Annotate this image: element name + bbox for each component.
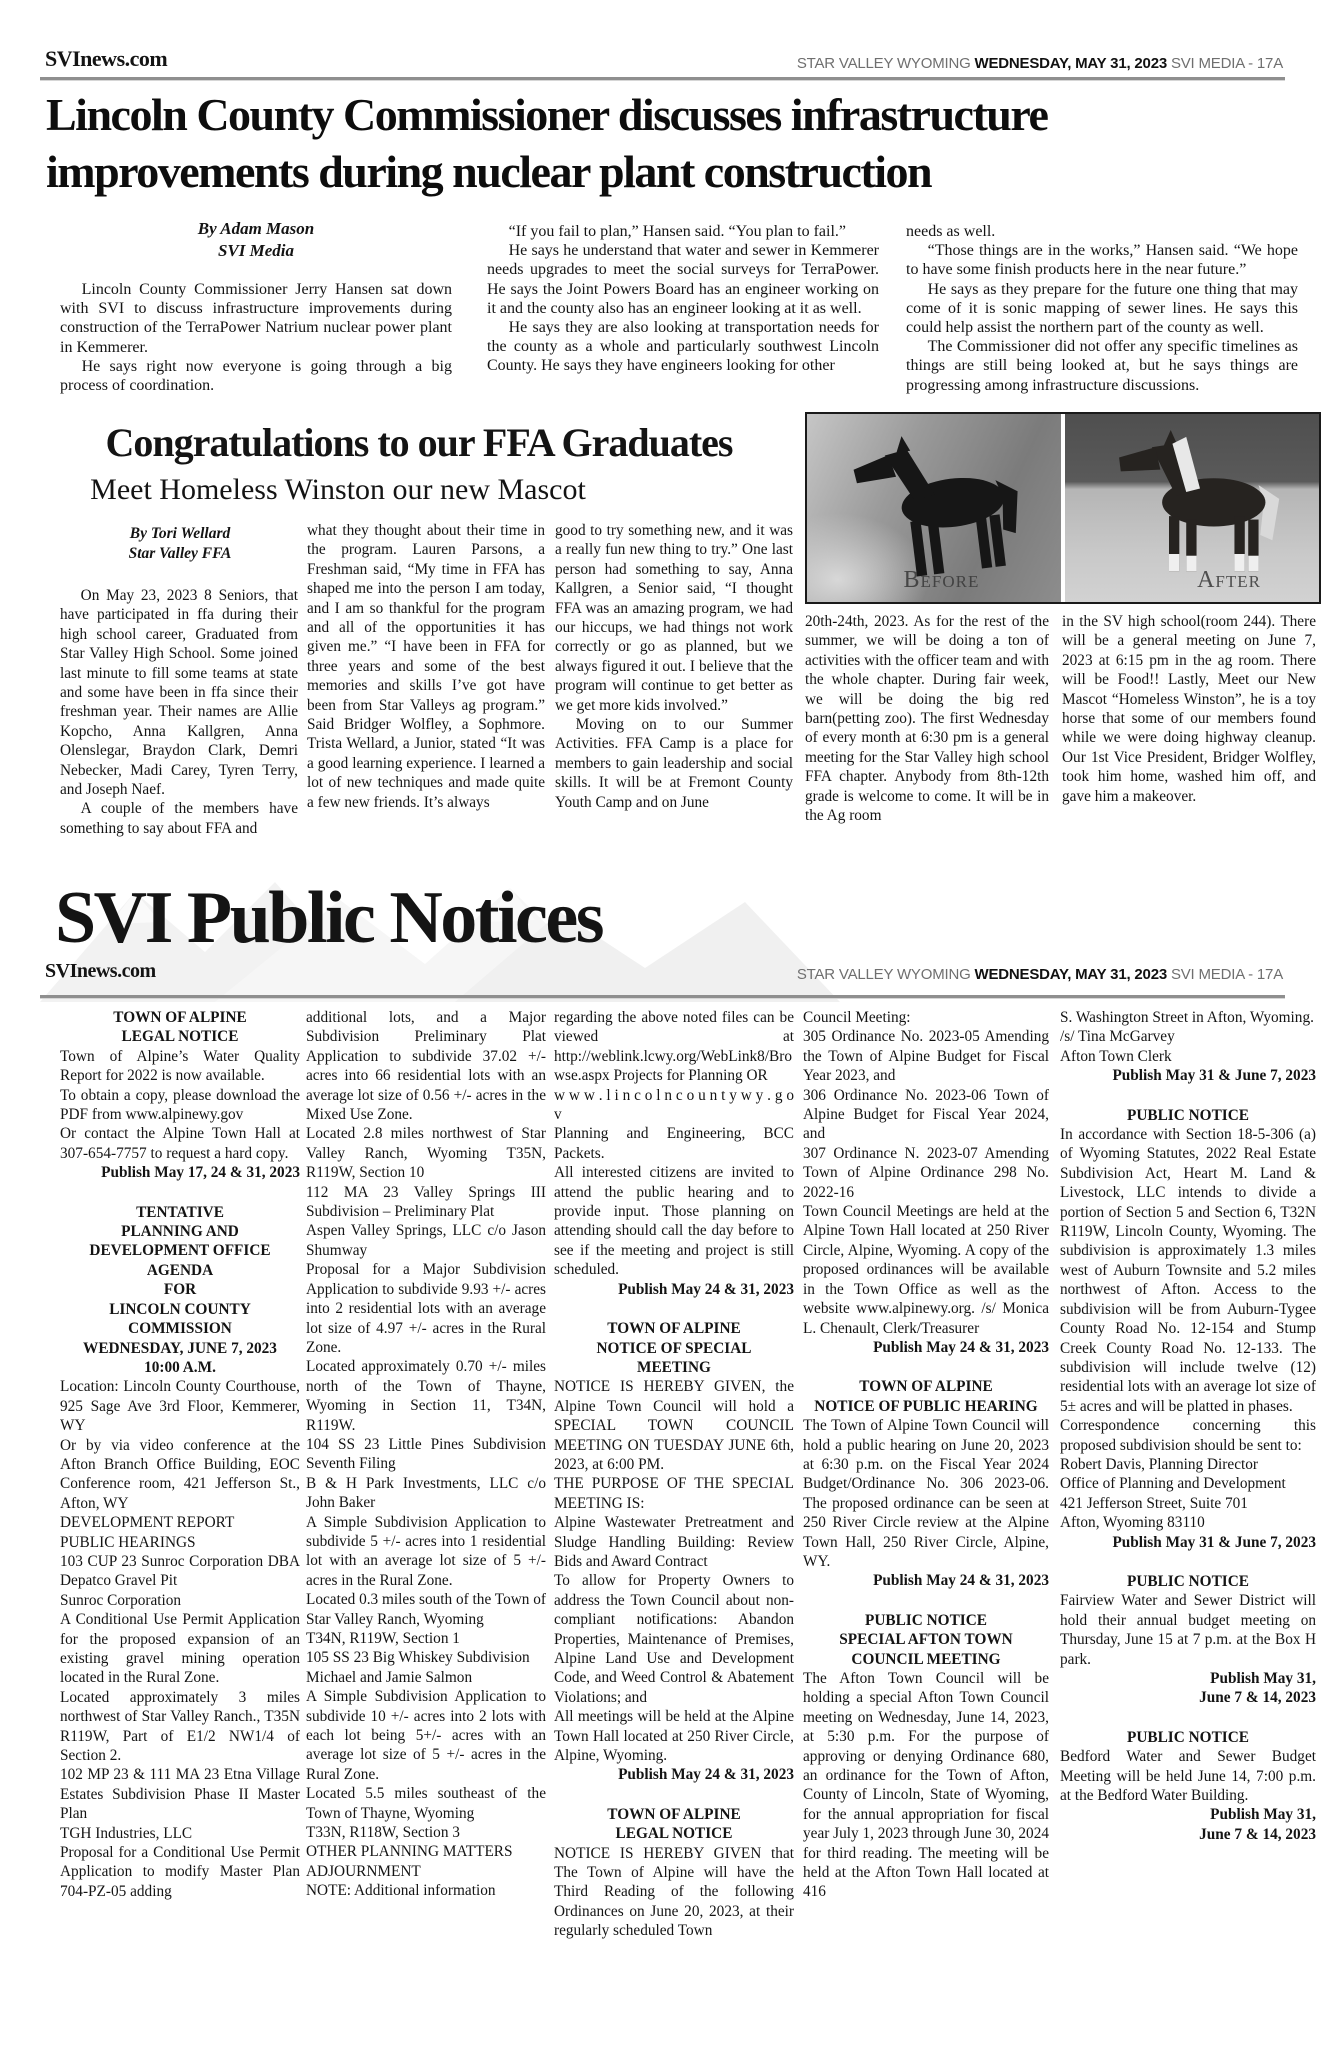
ffa-byline [60, 524, 300, 564]
paragraph: good to try something new, and it was a really fun new thing to try.” One last person had something to say, Anna Kallgren, a Senior said, “I thought FFA was an amazing program, we had our hiccups, we had things not work correctly or go as planned, but we always figured it out. I believe that the program will continue to get better as we get more kids involved.” [555, 522, 793, 714]
paragraph: Sunroc Corporation [60, 1591, 182, 1609]
notices-column-5 [1060, 1008, 1316, 1844]
paragraph: Proposal for a Conditional Use Permit Application to modify Master Plan 704-PZ-05 adding [60, 1844, 300, 1900]
paragraph: PUBLIC HEARINGS [60, 1533, 196, 1551]
paragraph: Afton Town Clerk [1060, 1047, 1172, 1065]
article1-byline [60, 218, 452, 262]
notice-heading: AGENDA [146, 1261, 214, 1279]
banner-location: STAR VALLEY WYOMING [796, 966, 975, 983]
notice-heading: SPECIAL AFTON TOWN [839, 1631, 1013, 1649]
banner-rule [40, 77, 1285, 81]
paragraph [1060, 1552, 1316, 1572]
notices-rule [40, 995, 1285, 999]
paragraph: /s/ Tina McGarvey [1060, 1028, 1175, 1046]
notice-heading: TOWN OF ALPINE [113, 1009, 247, 1026]
paragraph: A Simple Subdivision Application to subdivide 5 +/- acres into 1 residential lot with an average lot size of 5 +/- acres in the Rural Zone. [306, 1513, 546, 1589]
article1-byline-org: SVI Media [217, 241, 295, 260]
paragraph: “Those things are in the works,” Hansen said. “We hope to have some finish products here in the near future.” [906, 242, 1298, 279]
paragraph: 112 MA 23 Valley Springs III Subdivision – Preliminary Plat [306, 1183, 546, 1221]
ffa-column-2 [307, 521, 545, 812]
paragraph: NOTICE IS HEREBY GIVEN, the Alpine Town Council will hold a SPECIAL TOWN COUNCIL MEETING ON TUESDAY JUNE 6th, 2023, at 6:00 PM. [554, 1378, 794, 1473]
paragraph [1060, 1086, 1316, 1106]
notices-column-1 [60, 1008, 300, 1901]
paragraph: additional lots, and a Major Subdivision Preliminary Plat Application to subdivide 37.02 +/- acres into 66 residential lots with an average lot size of 0.56 +/- acres in the Mixed Use Zone. [306, 1009, 546, 1124]
publish-line: Publish May 24 & 31, 2023 [618, 1766, 794, 1784]
notice-heading: PUBLIC NOTICE [865, 1611, 987, 1629]
paragraph: Moving on to our Summer Activities. FFA Camp is a place for members to gain leadership and social skills. It will be at Fremont County Youth Camp and on June [555, 716, 793, 811]
paragraph: regarding the above noted files can be viewed at http://weblink.lcwy.org/WebLink8/Browse.aspx Projects for Planning OR [554, 1009, 794, 1085]
paragraph: Fairview Water and Sewer District will hold their annual budget meeting on Thursday, June 15 at 7 p.m. at the Box H park. [1060, 1592, 1316, 1668]
paragraph [554, 1785, 794, 1805]
article1-column-1 [60, 218, 452, 395]
banner-edition: SVI MEDIA - 17A [1166, 55, 1283, 72]
paragraph: DEVELOPMENT REPORT [60, 1514, 235, 1532]
notice-heading: TOWN OF ALPINE [607, 1805, 741, 1823]
paragraph: w w w . l i n c o l n c o u n t y w y . g o v [554, 1086, 794, 1124]
paragraph: in the SV high school(room 244). There will be a general meeting on June 7, 2023 at 6:15 pm in the ag room. There will be Food!! Lastly, Meet our New Mascot “Homeless Winston”, he is a toy horse that some of our members found while we were doing highway cleanup. Our 1st Vice President, Bridger Wolfley, took him home, washed him off, and gave him a makeover. [1062, 613, 1316, 805]
paragraph: Council Meeting: [803, 1009, 911, 1026]
paragraph [803, 1357, 1049, 1377]
publish-line: Publish May 24 & 31, 2023 [618, 1280, 794, 1298]
ffa-column-3 [555, 521, 793, 812]
paragraph: Planning and Engineering, BCC Packets. [554, 1125, 794, 1162]
paragraph: “If you fail to plan,” Hansen said. “You plan to fail.” [508, 223, 846, 240]
paragraph: 104 SS 23 Little Pines Subdivision Seventh Filing [306, 1435, 546, 1473]
paragraph: Bedford Water and Sewer Budget Meeting will be held June 14, 7:00 p.m. at the Bedford Water Building. [1060, 1748, 1316, 1805]
banner-location: STAR VALLEY WYOMING [796, 55, 975, 72]
paragraph: 102 MP 23 & 111 MA 23 Etna Village Estates Subdivision Phase II Master Plan [60, 1766, 300, 1823]
paragraph: All interested citizens are invited to attend the public hearing and to provide input. Those planning on attending should call the day before to see if the meeting and project is still scheduled. [554, 1164, 794, 1279]
notice-heading: MEETING [637, 1358, 711, 1376]
notice-heading: 10:00 A.M. [144, 1358, 216, 1376]
paragraph: 306 Ordinance No. 2023-06 Town of Alpine Budget for Fiscal Year 2024, and [803, 1086, 1049, 1143]
ffa-column-4 [805, 612, 1049, 825]
paragraph: Robert Davis, Planning Director [1060, 1455, 1258, 1473]
after-photo [1065, 414, 1319, 602]
paragraph: The Afton Town Council will be holding a special Afton Town Council meeting on Wednesday, June 14, 2023, at 5:30 p.m. For the purpose of approving or denying Ordinance 680, an ordinance for the Town of Afton, County of Lincoln, State of Wyoming, for the annual appropriation for fiscal year July 1, 2023 through June 30, 2024 for third reading. The meeting will be held at the Afton Town Hall located at 416 [803, 1670, 1049, 1901]
paragraph: NOTICE IS HEREBY GIVEN that The Town of Alpine will have the Third Reading of the following Ordinances on June 20, 2023, at their regularly scheduled Town [554, 1844, 794, 1940]
paragraph: On May 23, 2023 8 Seniors, that have participated in ffa during their high school career, Graduated from Star Valley High School. Some joined last minute to fill some teams at state and some have been in ffa since their freshman year. Their names are Allie Kopcho, Anna Kallgren, Anna Olenslegar, Braydon Clark, Demri Nebecker, Madi Carey, Tyren Terry, and Joseph Naef. [60, 587, 298, 799]
paragraph: THE PURPOSE OF THE SPECIAL MEETING IS: [554, 1475, 794, 1512]
paragraph: Correspondence concerning this proposed subdivision should be sent to: [1060, 1417, 1316, 1454]
paragraph: Town of Alpine’s Water Quality Report for 2022 is now available. [60, 1047, 300, 1085]
notice-heading: NOTICE OF SPECIAL [596, 1339, 752, 1357]
paragraph: To obtain a copy, please download the PDF from www.alpinewy.gov [60, 1086, 300, 1124]
top-banner [45, 46, 1283, 72]
ffa-byline-author: By Tori Wellard [129, 525, 231, 542]
paragraph: He says he understand that water and sewer in Kemmerer needs upgrades to meet the social surveys for TerraPower. He says the Joint Powers Board has an engineer working on it and the county also has an engineer looking at it as well. [487, 242, 879, 317]
banner-dateline [797, 55, 1283, 72]
paragraph: TGH Industries, LLC [60, 1824, 193, 1842]
site-name: SVInews.com [45, 46, 168, 71]
paragraph: Located 5.5 miles southeast of the Town of Thayne, Wyoming [306, 1785, 546, 1822]
before-label: Before [903, 567, 980, 593]
paragraph: S. Washington Street in Afton, Wyoming. [1060, 1009, 1314, 1026]
before-photo [807, 414, 1061, 602]
site-name: SVInews.com [45, 960, 156, 982]
mascot-photo-strip [805, 412, 1321, 604]
paragraph: Town Council Meetings are held at the Alpine Town Hall located at 250 River Circle, Alpine, Wyoming. A copy of the proposed ordinances will be available in the Town Office as well as the website www.alpinewy.org. /s/ Monica L. Chenault, Clerk/Treasurer [803, 1203, 1049, 1337]
paragraph: All meetings will be held at the Alpine Town Hall located at 250 River Circle, Alpine, Wyoming. [554, 1708, 794, 1765]
notice-heading: PUBLIC NOTICE [1127, 1106, 1249, 1124]
paragraph: 105 SS 23 Big Whiskey Subdivision [306, 1649, 530, 1667]
paragraph: Or contact the Alpine Town Hall at 307-654-7757 to request a hard copy. [60, 1125, 300, 1162]
notice-heading: TENTATIVE [136, 1203, 224, 1221]
paragraph: 20th-24th, 2023. As for the rest of the summer, we will be doing a ton of activities with the officer team and with the whole chapter. During fair week, we will be doing the big red barn(petting zoo). The first Wednesday of every month at 6:30 pm is a general meeting for the Star Valley high school FFA chapter. Anybody from 8th-12th grade is welcome to come. It will be in the Ag room [805, 613, 1049, 825]
paragraph: what they thought about their time in the program. Lauren Parsons, a Freshman said, “My time in FFA has shaped me into the person I am today, and I am so thankful for the program and all of the opportunities it has given me.” “I have been in FFA for three years and some of the best memories and skills I’ve got have been from Star Valleys ag program.” Said Bridger Wolfley, a Sophmore. Trista Wellard, a Junior, stated “It was a good learning experience. I learned a lot of new techniques and made quite a few new friends. It’s always [307, 522, 545, 811]
notice-heading: LEGAL NOTICE [615, 1825, 733, 1843]
paragraph: Located approximately 3 miles northwest of Star Valley Ranch., T35N R119W, Part of E1/2 NW1/4 of Section 2. [60, 1688, 300, 1765]
notice-heading: WEDNESDAY, JUNE 7, 2023 [83, 1339, 277, 1357]
paragraph [803, 1591, 1049, 1611]
paragraph: Proposal for a Major Subdivision Application to subdivide 9.93 +/- acres into 2 residential lots with an average lot size of 4.97 +/- acres in the Rural Zone. [306, 1261, 546, 1356]
paragraph [1060, 1708, 1316, 1728]
publish-line: June 7 & 14, 2023 [1199, 1689, 1316, 1707]
paragraph: He says they are also looking at transportation needs for the county as a whole and particularly southwest Lincoln County. He says they have engineers looking for other [487, 319, 879, 375]
publish-line: Publish May 31, [1210, 1670, 1316, 1687]
notice-heading: TOWN OF ALPINE [859, 1378, 993, 1396]
paragraph: He says as they prepare for the future one thing that may come of it is sonic mapping of sewer lines. He says this could help assist the northern part of the county as well. [906, 280, 1298, 337]
paragraph: The Town of Alpine Town Council will hold a public hearing on June 20, 2023 at 6:30 p.m. on the Fiscal Year 2024 Budget/Ordinance No. 306 2023-06. The proposed ordinance can be seen at 250 River Circle review at the Alpine Town Hall, 250 River Circle, Alpine, WY. [803, 1417, 1049, 1570]
paragraph: A Conditional Use Permit Application for the proposed expansion of an existing gravel mining operation located in the Rural Zone. [60, 1611, 300, 1687]
article1-headline: Lincoln County Commissioner discusses infrastructure improvements during nuclear plant construction [46, 89, 1048, 197]
notice-heading: PUBLIC NOTICE [1127, 1572, 1249, 1590]
publish-line: Publish May 17, 24 & 31, 2023 [101, 1164, 300, 1182]
notice-heading: PUBLIC NOTICE [1127, 1728, 1249, 1746]
banner-edition: SVI MEDIA - 17A [1166, 966, 1283, 983]
publish-line: Publish May 31 & June 7, 2023 [1112, 1067, 1316, 1085]
notice-heading: NOTICE OF PUBLIC HEARING [814, 1397, 1038, 1415]
ffa-subhead: Meet Homeless Winston our new Mascot [90, 473, 586, 506]
notices-column-3 [554, 1008, 794, 1941]
publish-line: Publish May 24 & 31, 2023 [873, 1338, 1049, 1356]
paragraph: OTHER PLANNING MATTERS [306, 1843, 513, 1861]
paragraph: Office of Planning and Development [1060, 1475, 1286, 1493]
paragraph: 421 Jefferson Street, Suite 701 [1060, 1494, 1248, 1512]
paragraph: A couple of the members have something to say about FFA and [60, 800, 298, 837]
paragraph: needs as well. [906, 223, 996, 240]
paragraph: Afton, Wyoming 83110 [1060, 1514, 1205, 1532]
publish-line: June 7 & 14, 2023 [1199, 1825, 1316, 1843]
paragraph: Located approximately 0.70 +/- miles north of the Town of Thayne, Wyoming in Section 11, T34N, R119W. [306, 1358, 546, 1434]
paragraph: Alpine Wastewater Pretreatment and Sludge Handling Building: Review Bids and Award Contract [554, 1514, 794, 1570]
article1-column-3 [906, 222, 1298, 395]
banner-date: WEDNESDAY, MAY 31, 2023 [974, 966, 1167, 983]
paragraph: Or by via video conference at the Afton Branch Office Building, EOC Conference room, 421 Jefferson St., Afton, WY [60, 1436, 300, 1512]
paragraph: B & H Park Investments, LLC c/o John Baker [306, 1474, 546, 1512]
notice-heading: TOWN OF ALPINE [607, 1320, 741, 1338]
paragraph: In accordance with Section 18-5-306 (a) of Wyoming Statutes, 2022 Real Estate Subdivision Act, Heart M. Land & Livestock, LLC intends to divide a portion of Section 5 and Section 6, T32N R119W, Lincoln County, Wyoming. The subdivision is approximately 1.3 miles west of Auburn Townsite and 5.2 miles northwest of Afton. Access to the subdivision will be from Auburn-Tygee County Road No. 12-154 and Stump Creek County Road No. 12-133. The subdivision will include twelve (12) residential lots with an average lot size of 5± acres and will be platted in phases. [1060, 1126, 1316, 1415]
paragraph: Aspen Valley Springs, LLC c/o Jason Shumway [306, 1222, 546, 1259]
article1-column-2 [487, 222, 879, 376]
paragraph: T34N, R119W, Section 1 [306, 1630, 460, 1647]
ffa-column-5 [1062, 612, 1316, 806]
paragraph: T33N, R118W, Section 3 [306, 1824, 460, 1842]
notices-column-2 [306, 1008, 546, 1901]
paragraph: 307 Ordinance N. 2023-07 Amending Town of Alpine Ordinance 298 No. 2022-16 [803, 1144, 1049, 1201]
paragraph [554, 1299, 794, 1319]
notices-banner [45, 960, 1283, 983]
paragraph: A Simple Subdivision Application to subdivide 10 +/- acres into 2 lots with each lot being 5+/- acres with an average lot size of 5 +/- acres in the Rural Zone. [306, 1688, 546, 1783]
after-label: After [1197, 567, 1261, 593]
paragraph: 103 CUP 23 Sunroc Corporation DBA Depatco Gravel Pit [60, 1552, 300, 1590]
notices-column-4 [803, 1008, 1049, 1902]
notice-heading: DEVELOPMENT OFFICE [89, 1242, 271, 1260]
publish-line: Publish May 31 & June 7, 2023 [1112, 1533, 1316, 1551]
paragraph: Michael and Jamie Salmon [306, 1668, 473, 1686]
publish-line: Publish May 31, [1210, 1806, 1316, 1824]
ffa-column-1 [60, 586, 298, 838]
paragraph: He says right now everyone is going through a big process of coordination. [60, 357, 452, 395]
banner-dateline [797, 966, 1283, 983]
notice-heading: FOR [163, 1281, 197, 1299]
horse-silhouette-icon [1095, 430, 1305, 585]
paragraph: Located 0.3 miles south of the Town of Star Valley Ranch, Wyoming [306, 1591, 546, 1628]
paragraph [60, 1183, 300, 1203]
article1-byline-author: By Adam Mason [197, 219, 315, 238]
notices-headline: SVI Public Notices [55, 877, 602, 959]
publish-line: Publish May 24 & 31, 2023 [873, 1572, 1049, 1590]
paragraph: To allow for Property Owners to address the Town Council about non-compliant notifications: Abandon Properties, Maintenance of Premises, Alpine Land Use and Development Code, and Weed Control & Abatement Violations; and [554, 1572, 794, 1706]
paragraph: 305 Ordinance No. 2023-05 Amending the Town of Alpine Budget for Fiscal Year 2023, and [803, 1028, 1049, 1085]
notice-heading: LINCOLN COUNTY [109, 1300, 251, 1318]
notice-heading: LEGAL NOTICE [121, 1028, 239, 1046]
paragraph: NOTE: Additional information [306, 1882, 496, 1900]
paragraph: Lincoln County Commissioner Jerry Hansen sat down with SVI to discuss infrastructure improvements during construction of the TerraPower Natrium nuclear power plant in Kemmerer. [60, 281, 452, 356]
paragraph: ADJOURNMENT [306, 1862, 421, 1880]
ffa-headline: Congratulations to our FFA Graduates [105, 420, 733, 465]
paragraph: Location: Lincoln County Courthouse, 925 Sage Ave 3rd Floor, Kemmerer, WY [60, 1378, 300, 1435]
paragraph: The Commissioner did not offer any specific timelines as things are still being looked at, but he says things are progressing among infrastructure discussions. [906, 338, 1298, 394]
ffa-byline-org: Star Valley FFA [128, 545, 232, 562]
notice-heading: COUNCIL MEETING [851, 1650, 1001, 1668]
banner-date: WEDNESDAY, MAY 31, 2023 [974, 55, 1167, 72]
notice-heading: PLANNING AND [121, 1223, 239, 1241]
notice-heading: COMMISSION [128, 1320, 232, 1338]
paragraph: Located 2.8 miles northwest of Star Valley Ranch, Wyoming T35N, R119W, Section 10 [306, 1125, 546, 1182]
